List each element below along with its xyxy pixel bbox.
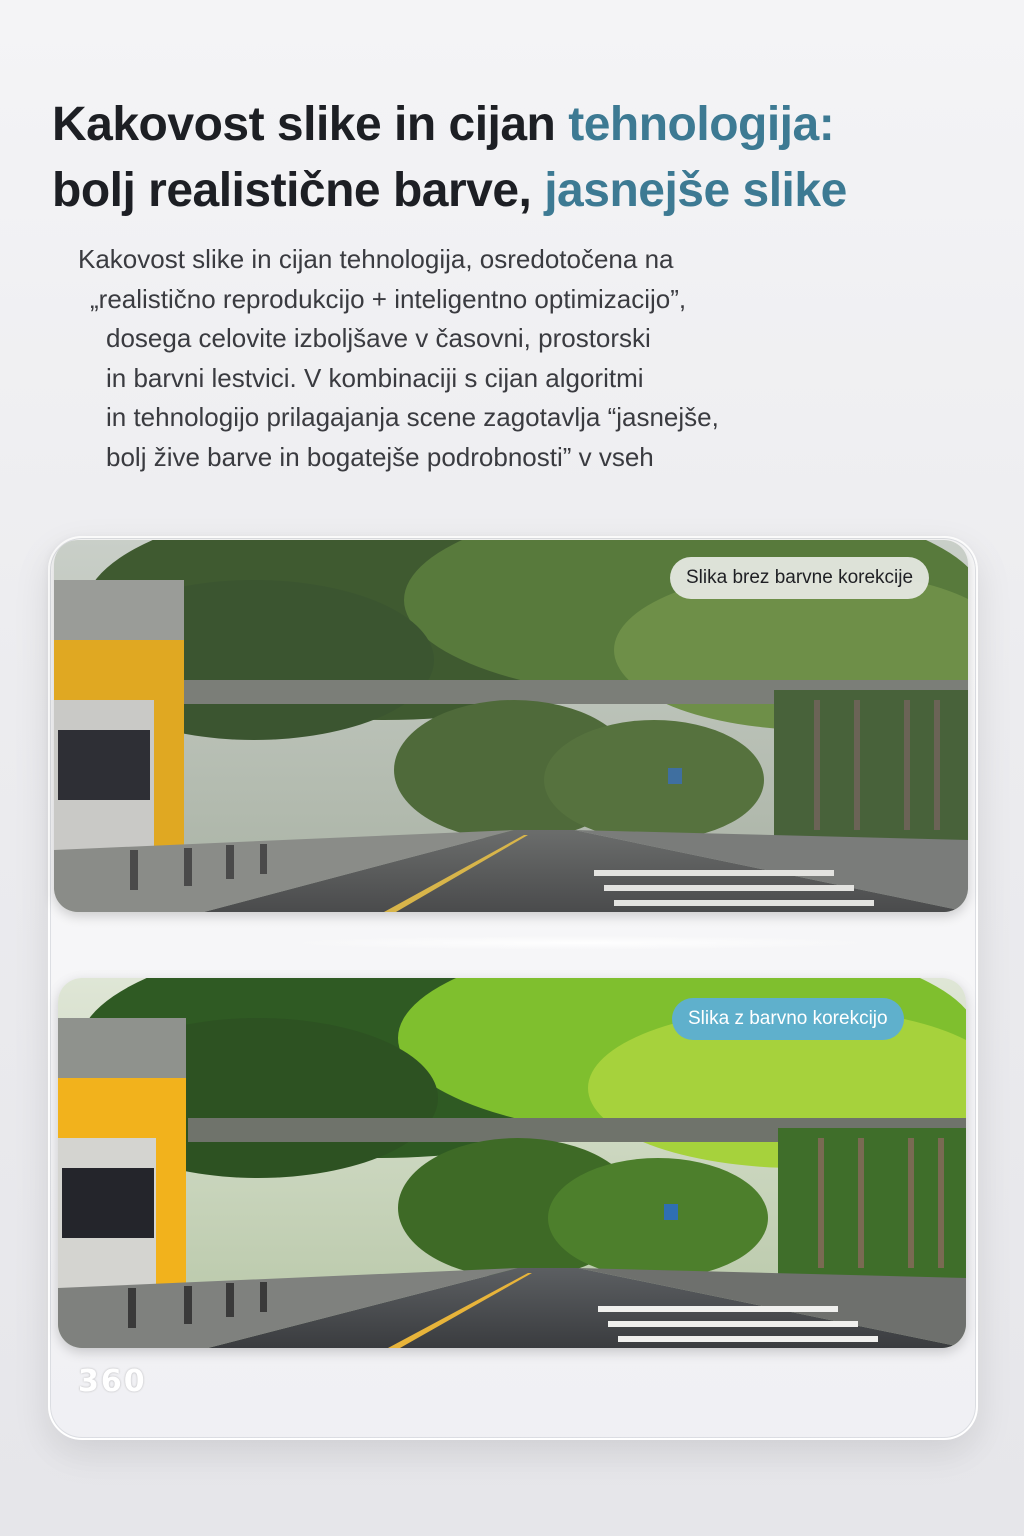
title-line-2 <box>52 158 992 224</box>
description-line: dosega celovite izboljšave v časovni, prostorski <box>106 323 651 353</box>
divider-glow <box>280 936 880 950</box>
title-line-2-accent: jasnejše slike <box>544 164 847 217</box>
description-line: in barvni lestvici. V kombinaciji s cijan algoritmi <box>106 362 644 393</box>
description <box>78 240 898 477</box>
after-correction-badge: Slika z barvno korekcijo <box>672 998 904 1040</box>
before-correction-badge: Slika brez barvne korekcije <box>670 557 929 599</box>
page-title <box>52 92 992 224</box>
brand-logo: 360 <box>78 1364 147 1399</box>
title-line-2-dark: bolj realistične barve, <box>52 164 545 217</box>
description-line: „realistično reprodukcijo + inteligentno optimizacijo”, <box>90 283 687 314</box>
title-line-1-dark: Kakovost slike in cijan <box>52 98 569 151</box>
title-line-1-accent: tehnologija: <box>568 98 835 151</box>
description-line: bolj žive barve in bogatejše podrobnosti” v vseh <box>106 441 654 472</box>
description-line: in tehnologijo prilagajanja scene zagotavlja “jasnejše, <box>106 402 719 432</box>
description-line: Kakovost slike in cijan tehnologija, osredotočena na <box>78 244 674 274</box>
title-line-1 <box>52 92 992 158</box>
